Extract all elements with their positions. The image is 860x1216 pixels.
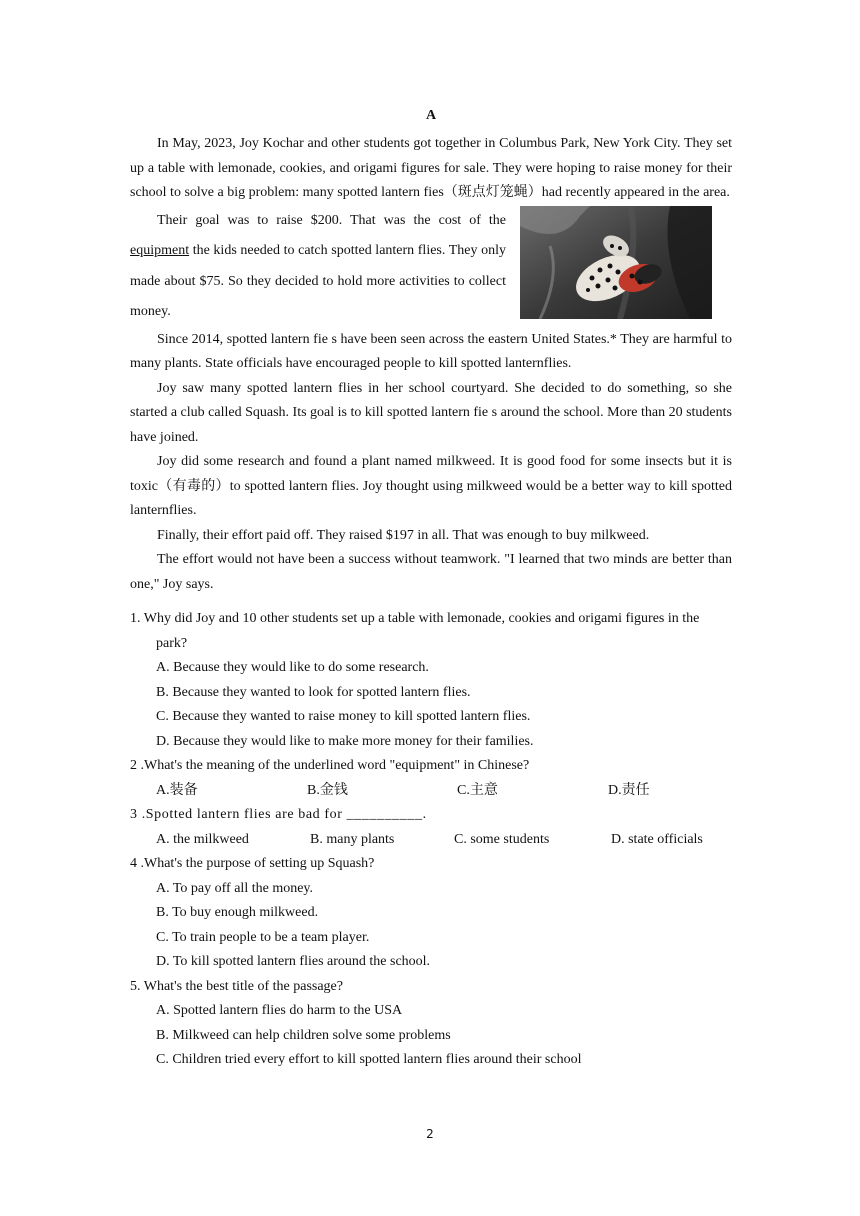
option-c: C. some students: [454, 831, 550, 847]
underlined-word-equipment: equipment: [130, 243, 190, 258]
document-page: [130, 100, 732, 1073]
option-c: C. To train people to be a team player.: [156, 929, 370, 945]
option-c: C. Children tried every effort to kill spotted lantern flies around their school: [156, 1052, 582, 1067]
option-a: A.装备: [156, 782, 198, 798]
page-number: 2: [426, 1127, 434, 1141]
option-c: C.主意: [457, 782, 498, 798]
question-4: [130, 852, 732, 975]
option-d: D. state officials: [611, 831, 703, 847]
option-a: A. the milkweed: [156, 831, 249, 847]
option-c: C. Because they wanted to raise money to kill spotted lantern flies.: [156, 709, 531, 724]
paragraph-5: Joy did some research and found a plant named milkweed. It is good food for some insects but it is toxic（有毒的）to spotted lantern flies. Joy thought using milkweed would be a better way to kill spotted lanternflies.: [130, 454, 732, 518]
paragraph-2-end: the kids needed to catch spotted lantern flies. They only made about $75. So they decided to hold more activities to collect money.: [130, 243, 506, 319]
paragraph-2-start: Their goal was to raise $200. That was the cost of the: [157, 212, 506, 228]
options-row: [130, 828, 732, 853]
paragraph-3: Since 2014, spotted lantern fie s have been seen across the eastern United States.* They are harmful to many plants. State officials have encouraged people to kill spotted lanternflies.: [130, 331, 732, 371]
question-stem: 4 .What's the purpose of setting up Squash?: [130, 856, 375, 871]
question-stem: 2 .What's the meaning of the underlined word "equipment" in Chinese?: [130, 758, 530, 773]
question-stem: 3 .Spotted lantern flies are bad for __________.: [130, 807, 427, 822]
question-3: [130, 803, 732, 852]
paragraph-6: Finally, their effort paid off. They raised $197 in all. That was enough to buy milkweed.: [157, 527, 650, 543]
spotted-lantern-fly-photo: [520, 206, 712, 319]
question-1: [130, 607, 732, 754]
passage-heading: A: [425, 108, 437, 123]
option-d: D. Because they would like to make more money for their families.: [156, 733, 534, 749]
paragraph-1: In May, 2023, Joy Kochar and other students got together in Columbus Park, New York City. They set up a table with lemonade, cookies, and origami figures for sale. They were hoping to raise money for their school to solve a big problem: many spotted lantern fies（斑点灯笼蝇）had recently appeared in the area.: [130, 136, 732, 200]
option-a: A. Because they would like to do some research.: [156, 660, 429, 675]
question-2: [130, 754, 732, 803]
option-d: D. To kill spotted lantern flies around the school.: [156, 954, 431, 969]
question-list: [130, 607, 732, 1073]
paragraph-4: Joy saw many spotted lantern flies in her school courtyard. She decided to do something, so she started a club called Squash. Its goal is to kill spotted lantern fie s around the school. More than 20 students have joined.: [130, 380, 732, 445]
question-stem: 1. Why did Joy and 10 other students set up a table with lemonade, cookies and origami figures in the park?: [130, 611, 700, 651]
paragraph-7: The effort would not have been a success without teamwork. "I learned that two minds are better than one," Joy says.: [130, 552, 732, 592]
options-row: [130, 779, 732, 804]
option-b: B. To buy enough milkweed.: [156, 905, 319, 920]
option-a: A. Spotted lantern flies do harm to the USA: [156, 1003, 403, 1018]
lantern-fly-illustration: [520, 206, 712, 319]
option-b: B.金钱: [307, 782, 348, 798]
option-b: B. Milkweed can help children solve some problems: [156, 1027, 451, 1043]
option-d: D.责任: [608, 782, 650, 798]
option-b: B. Because they wanted to look for spotted lantern flies.: [156, 684, 471, 700]
question-5: [130, 975, 732, 1073]
option-a: A. To pay off all the money.: [156, 880, 314, 896]
option-b: B. many plants: [310, 831, 395, 847]
question-stem: 5. What's the best title of the passage?: [130, 978, 343, 994]
